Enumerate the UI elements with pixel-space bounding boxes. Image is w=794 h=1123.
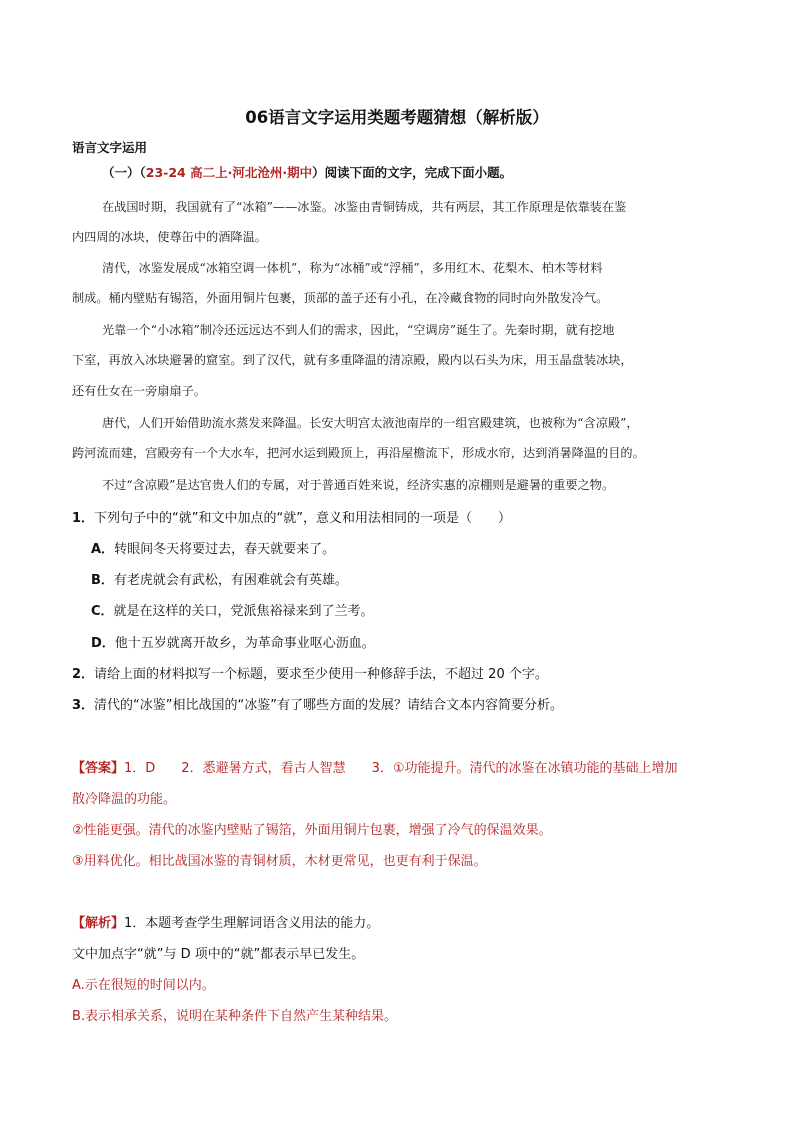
analysis-line: 文中加点字“就”与 D 项中的“就”都表示早已发生。 <box>72 947 365 962</box>
option-label: B． <box>91 573 114 588</box>
option-label: D． <box>91 636 115 651</box>
passage-line: 唐代，人们开始借助流水蒸发来降温。长安大明宫太液池南岸的一组宫殿建筑，也被称为“含凉殿”， <box>102 416 639 430</box>
question-3 <box>72 694 563 713</box>
question-text: 下列句子中的“就”和文中加点的“就”，意义和用法相同的一项是（ ） <box>94 511 511 526</box>
passage-line: 还有仕女在一旁扇扇子。 <box>72 384 207 398</box>
option-b <box>91 569 348 588</box>
option-label: A． <box>91 542 115 557</box>
passage-line: 不过“含凉殿”是达官贵人们的专属，对于普通百姓来说，经济实惠的凉棚则是避暑的重要之物。 <box>102 478 615 492</box>
page-title: 06语言文字运用类题考题猜想（解析版） <box>245 108 549 127</box>
question-text: 清代的“冰鉴”相比战国的“冰鉴”有了哪些方面的发展？请结合文本内容简要分析。 <box>94 698 563 713</box>
answer-text: 1．D 2．悉避暑方式，看古人智慧 3．①功能提升。清代的冰鉴在冰镇功能的基础上增加 <box>124 761 678 776</box>
option-c <box>91 600 374 619</box>
option-text: 转眼间冬天将要过去，春天就要来了。 <box>114 542 336 557</box>
question-2 <box>72 663 548 682</box>
question-text: 请给上面的材料拟写一个标题，要求至少使用一种修辞手法，不超过 20 个字。 <box>94 667 548 682</box>
passage-line: 清代，冰鉴发展成“冰箱空调一体机”，称为“冰桶”或“浮桶”，多用红木、花梨木、柏木等材料 <box>102 261 603 275</box>
question-number: 1． <box>72 511 95 526</box>
passage-line: 跨河流而建，宫殿旁有一个大水车，把河水运到殿顶上，再沿屋檐流下，形成水帘，达到消暑降温的目的。 <box>72 446 645 460</box>
answer-line: 散冷降温的功能。 <box>72 792 177 807</box>
analysis-tag: 【解析】 <box>72 916 125 931</box>
option-text: 有老虎就会有武松，有困难就会有英雄。 <box>113 573 348 588</box>
question-number: 2． <box>72 667 95 682</box>
option-a <box>91 538 335 557</box>
intro-source: 23-24 高二上·河北沧州·期中 <box>145 165 313 180</box>
analysis-line <box>72 912 379 931</box>
option-text: 就是在这样的关口，党派焦裕禄来到了兰考。 <box>113 604 374 619</box>
question-number: 3． <box>72 698 95 713</box>
option-label: C． <box>91 604 114 619</box>
answer-tag: 【答案】 <box>72 761 125 776</box>
passage-line: 下室，再放入冰块避暑的窟室。到了汉代，就有多重降温的清凉殿，殿内以石头为床，用玉晶盘装冰块， <box>72 353 633 367</box>
analysis-text: 1．本题考查学生理解词语含义用法的能力。 <box>124 916 380 931</box>
intro-prefix: （一）（ <box>102 165 146 180</box>
option-text: 他十五岁就离开故乡，为革命事业呕心沥血。 <box>114 636 375 651</box>
passage-line: 在战国时期，我国就有了“冰箱”——冰鉴。冰鉴由青铜铸成，共有两层，其工作原理是依靠装在鉴 <box>102 200 627 214</box>
passage-line: 内四周的冰块，使尊缶中的酒降温。 <box>72 230 267 244</box>
answer-line: ②性能更强。清代的冰鉴内壁贴了锡箔，外面用铜片包裹，增强了冷气的保温效果。 <box>72 823 552 838</box>
analysis-line: B.表示相承关系，说明在某种条件下自然产生某种结果。 <box>72 1009 398 1024</box>
passage-line: 光靠一个“小冰箱”制冷还远远达不到人们的需求，因此，“空调房”诞生了。先秦时期，就有挖地 <box>102 323 615 337</box>
passage-line: 制成。桶内壁贴有锡箔，外面用铜片包裹，顶部的盖子还有小孔，在冷藏食物的同时向外散发冷气。 <box>72 291 609 305</box>
intro-suffix: ）阅读下面的文字，完成下面小题。 <box>312 165 513 180</box>
option-d <box>91 632 375 651</box>
answer-line: ③用料优化。相比战国冰鉴的青铜材质，木材更常见，也更有利于保温。 <box>72 854 487 869</box>
passage-intro <box>102 163 512 181</box>
section-heading: 语言文字运用 <box>72 140 148 155</box>
answer-line <box>72 757 678 776</box>
analysis-line: A.示在很短的时间以内。 <box>72 978 215 993</box>
question-1 <box>72 507 511 526</box>
